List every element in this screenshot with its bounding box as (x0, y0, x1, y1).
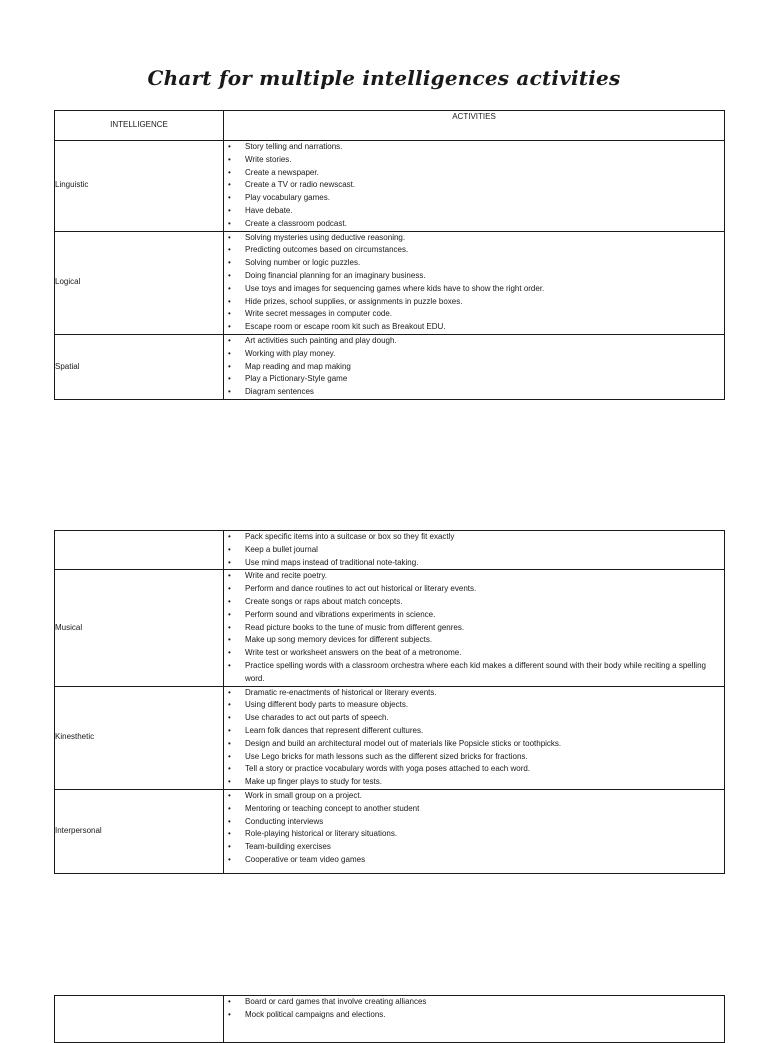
activity-item: • Make up song memory devices for different subjects. (224, 634, 724, 647)
intelligences-table-part-2 (54, 530, 725, 874)
activity-item: • Create songs or raps about match concepts. (224, 596, 724, 609)
intelligence-cell: Interpersonal (55, 789, 224, 873)
intelligence-cell: Spatial (55, 334, 224, 399)
activity-list (224, 232, 724, 334)
activity-list (224, 335, 724, 399)
activity-item: • Using different body parts to measure objects. (224, 699, 724, 712)
activity-item: • Mentoring or teaching concept to another student (224, 803, 724, 816)
activity-item: • Design and build an architectural model out of materials like Popsicle sticks or toothpicks. (224, 738, 724, 751)
activity-list (224, 570, 724, 685)
intelligence-cell (55, 996, 224, 1043)
activity-item: • Write stories. (224, 154, 724, 167)
activity-item: • Solving number or logic puzzles. (224, 257, 724, 270)
activity-list (224, 790, 724, 873)
intelligence-cell (55, 531, 224, 570)
activities-cell (224, 531, 725, 570)
activity-item: • Play a Pictionary-Style game (224, 373, 724, 386)
activity-item: • Cooperative or team video games (224, 854, 724, 867)
activity-item: • Write and recite poetry. (224, 570, 724, 583)
activity-item: • Make up finger plays to study for tests. (224, 776, 724, 789)
activity-item: • Hide prizes, school supplies, or assignments in puzzle boxes. (224, 296, 724, 309)
activity-item: • Learn folk dances that represent different cultures. (224, 725, 724, 738)
activity-list (224, 687, 724, 789)
activities-cell (224, 686, 725, 789)
activity-item: • Pack specific items into a suitcase or box so they fit exactly (224, 531, 724, 544)
table-row (55, 686, 725, 789)
activities-cell (224, 334, 725, 399)
table-row (55, 231, 725, 334)
activity-item: • Use mind maps instead of traditional note-taking. (224, 557, 724, 570)
activity-item: • Diagram sentences (224, 386, 724, 399)
activity-item: • Create a TV or radio newscast. (224, 179, 724, 192)
intelligence-cell: Musical (55, 570, 224, 686)
intelligence-cell: Linguistic (55, 141, 224, 232)
table-row (55, 531, 725, 570)
activity-item: • Keep a bullet journal (224, 544, 724, 557)
activity-item: • Escape room or escape room kit such as Breakout EDU. (224, 321, 724, 334)
table-row (55, 789, 725, 873)
activity-item: • Have debate. (224, 205, 724, 218)
table-row (55, 334, 725, 399)
intelligences-table-part-1 (54, 110, 725, 400)
activity-list (224, 531, 724, 569)
header-intelligence: INTELLIGENCE (55, 111, 224, 141)
header-activities: ACTIVITIES (224, 111, 725, 141)
activity-item: • Tell a story or practice vocabulary words with yoga poses attached to each word. (224, 763, 724, 776)
activities-cell (224, 570, 725, 686)
activity-item: • Solving mysteries using deductive reasoning. (224, 232, 724, 245)
activity-item: • Write secret messages in computer code. (224, 308, 724, 321)
activities-cell (224, 141, 725, 232)
activities-cell (224, 996, 725, 1043)
activity-item: • Predicting outcomes based on circumstances. (224, 244, 724, 257)
activity-item: • Role-playing historical or literary situations. (224, 828, 724, 841)
activity-item: • Write test or worksheet answers on the beat of a metronome. (224, 647, 724, 660)
activity-item: • Working with play money. (224, 348, 724, 361)
activity-item: • Use Lego bricks for math lessons such as the different sized bricks for fractions. (224, 751, 724, 764)
table-header-row (55, 111, 725, 141)
activity-item: • Work in small group on a project. (224, 790, 724, 803)
activity-item: • Perform and dance routines to act out historical or literary events. (224, 583, 724, 596)
activities-cell (224, 789, 725, 873)
table-row (55, 570, 725, 686)
activity-item: • Practice spelling words with a classroom orchestra where each kid makes a different sound with their body while reciting a spelling word. (224, 660, 724, 686)
activities-cell (224, 231, 725, 334)
intelligence-cell: Kinesthetic (55, 686, 224, 789)
table-row (55, 141, 725, 232)
activity-item: • Create a newspaper. (224, 167, 724, 180)
activity-item: • Board or card games that involve creating alliances (224, 996, 724, 1009)
table-row (55, 996, 725, 1043)
activity-item: • Team-building exercises (224, 841, 724, 854)
activity-item: • Map reading and map making (224, 361, 724, 374)
intelligence-cell: Logical (55, 231, 224, 334)
activity-item: • Mock political campaigns and elections. (224, 1009, 724, 1022)
activity-item: • Art activities such painting and play dough. (224, 335, 724, 348)
activity-item: • Perform sound and vibrations experiments in science. (224, 609, 724, 622)
activity-item: • Read picture books to the tune of music from different genres. (224, 622, 724, 635)
activity-item: • Use charades to act out parts of speech. (224, 712, 724, 725)
intelligences-table-part-3 (54, 995, 725, 1043)
activity-list (224, 996, 724, 1042)
activity-item: • Dramatic re-enactments of historical or literary events. (224, 687, 724, 700)
activity-item: • Story telling and narrations. (224, 141, 724, 154)
activity-item: • Create a classroom podcast. (224, 218, 724, 231)
activity-item: • Doing financial planning for an imaginary business. (224, 270, 724, 283)
activity-item: • Use toys and images for sequencing games where kids have to show the right order. (224, 283, 724, 296)
activity-item: • Play vocabulary games. (224, 192, 724, 205)
activity-list (224, 141, 724, 231)
activity-item: • Conducting interviews (224, 816, 724, 829)
document-title: Chart for multiple intelligences activities (147, 66, 621, 90)
